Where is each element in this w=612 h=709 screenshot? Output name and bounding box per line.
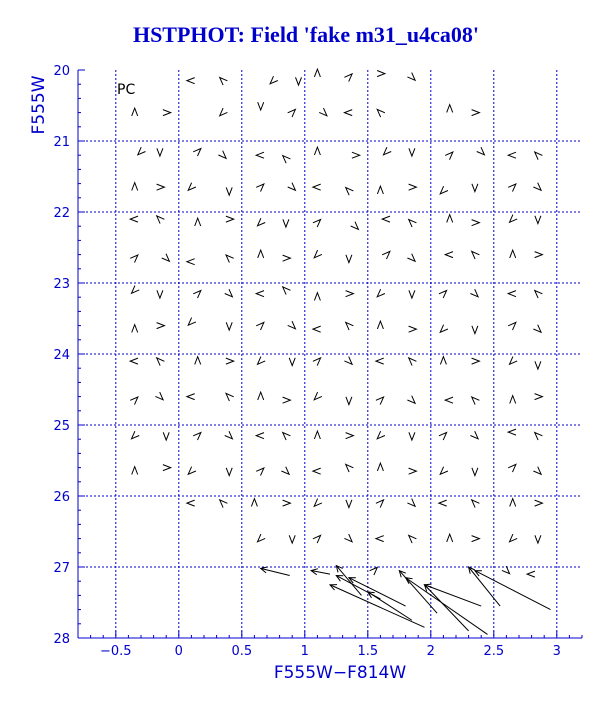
x-tick-label: 0: [174, 644, 183, 659]
data-point-marker: [226, 187, 232, 195]
data-point-marker: [535, 500, 543, 506]
data-point-marker: [283, 255, 291, 261]
data-point-marker: [377, 431, 385, 439]
data-point-marker: [376, 358, 384, 364]
data-point-marker: [508, 152, 516, 158]
data-point-marker: [220, 108, 228, 116]
data-point-marker: [346, 433, 354, 439]
data-point-marker: [283, 287, 291, 295]
y-tick-label: 24: [53, 348, 70, 363]
data-point-marker: [226, 393, 234, 401]
y-tick-label: 22: [53, 206, 70, 221]
data-point-marker: [477, 147, 485, 155]
data-point-marker: [384, 147, 392, 155]
data-point-marker: [508, 291, 516, 297]
data-point-marker: [409, 220, 417, 228]
data-point-marker: [535, 252, 543, 258]
data-point-marker: [447, 534, 453, 542]
data-point-marker: [256, 184, 264, 192]
data-point-marker: [258, 102, 264, 110]
data-point-marker: [510, 357, 518, 365]
data-point-marker: [313, 326, 321, 332]
y-axis-title: F555W: [29, 75, 49, 135]
data-point-marker: [344, 74, 352, 82]
data-point-marker: [314, 499, 322, 507]
data-point-marker: [218, 151, 226, 159]
data-point-marker: [313, 358, 321, 366]
x-tick-label: 1: [300, 644, 309, 659]
data-point-marker: [377, 109, 385, 117]
data-point-marker: [470, 289, 478, 297]
data-point-marker: [193, 433, 201, 441]
data-point-marker: [527, 571, 535, 577]
data-point-marker: [346, 500, 352, 508]
data-point-marker: [445, 152, 453, 160]
data-point-marker: [409, 326, 417, 332]
data-point-marker: [155, 392, 163, 400]
data-point-marker: [376, 536, 384, 542]
data-point-marker: [533, 467, 541, 475]
chart-title: HSTPHOT: Field 'fake m31_u4ca08': [132, 22, 480, 47]
data-point-marker: [409, 535, 417, 543]
offset-arrow-line: [475, 571, 551, 610]
x-tick-label: 2: [426, 644, 435, 659]
data-point-marker: [313, 184, 321, 190]
data-point-marker: [283, 500, 291, 506]
data-point-marker: [535, 216, 541, 224]
data-point-marker: [344, 110, 352, 116]
data-point-marker: [510, 250, 516, 258]
offset-arrow-line: [469, 567, 501, 606]
data-point-marker: [251, 499, 257, 507]
data-point-marker: [188, 183, 196, 191]
data-point-marker: [157, 184, 165, 190]
data-point-marker: [472, 468, 478, 476]
data-point-marker: [187, 394, 195, 400]
data-point-marker: [409, 290, 415, 298]
data-point-marker: [346, 464, 354, 472]
data-point-marker: [407, 254, 415, 262]
data-point-marker: [138, 147, 146, 155]
data-point-marker: [283, 397, 291, 403]
data-point-marker: [508, 464, 516, 472]
data-point-marker: [472, 326, 478, 334]
data-point-marker: [472, 500, 480, 508]
marks-layer: [130, 69, 550, 634]
data-point-marker: [288, 109, 296, 117]
data-point-marker: [535, 152, 543, 160]
data-point-marker: [439, 291, 447, 299]
x-tick-label: 1.5: [357, 644, 379, 659]
data-point-marker: [470, 431, 478, 439]
data-point-marker: [132, 108, 138, 116]
data-point-marker: [187, 78, 195, 84]
data-point-marker: [130, 216, 138, 222]
data-point-marker: [163, 465, 171, 471]
data-point-marker: [439, 433, 447, 441]
data-point-marker: [314, 431, 320, 439]
data-point-marker: [132, 431, 140, 439]
data-point-marker: [313, 468, 321, 474]
data-point-marker: [472, 251, 480, 259]
data-point-marker: [256, 152, 264, 158]
data-point-marker: [157, 148, 163, 156]
y-tick-label: 28: [53, 632, 70, 647]
data-point-marker: [510, 215, 518, 223]
data-point-marker: [163, 432, 169, 440]
data-point-marker: [346, 397, 352, 405]
data-point-marker: [283, 219, 289, 227]
data-point-marker: [510, 396, 516, 404]
data-point-marker: [130, 255, 138, 263]
data-point-marker: [535, 433, 543, 441]
data-point-marker: [472, 110, 480, 116]
data-point-marker: [281, 467, 289, 475]
data-point-marker: [533, 325, 541, 333]
y-tick-label: 21: [53, 135, 70, 150]
data-point-marker: [225, 431, 233, 439]
data-point-marker: [510, 534, 518, 542]
data-point-marker: [407, 499, 415, 507]
data-point-marker: [288, 183, 296, 191]
data-point-marker: [258, 534, 266, 542]
data-point-marker: [283, 156, 291, 164]
data-point-marker: [314, 392, 322, 400]
data-point-marker: [187, 259, 195, 265]
data-point-marker: [258, 218, 266, 226]
y-tick-label: 23: [53, 277, 70, 292]
data-point-marker: [258, 392, 264, 400]
data-point-marker: [157, 290, 163, 298]
data-point-marker: [533, 183, 541, 191]
data-point-marker: [195, 357, 201, 365]
data-point-marker: [226, 468, 232, 476]
data-point-marker: [132, 183, 138, 191]
data-point-marker: [447, 215, 453, 223]
data-point-marker: [407, 396, 415, 404]
data-point-marker: [440, 325, 448, 333]
data-point-marker: [508, 429, 516, 435]
data-point-marker: [346, 291, 354, 297]
data-point-marker: [288, 321, 296, 329]
data-point-marker: [188, 467, 196, 475]
data-point-marker: [472, 536, 480, 542]
data-point-marker: [314, 293, 320, 301]
data-point-marker: [296, 77, 302, 85]
data-point-marker: [440, 467, 448, 475]
data-point-marker: [377, 71, 385, 77]
data-point-marker: [344, 534, 352, 542]
data-point-marker: [535, 361, 541, 369]
data-point-marker: [409, 358, 417, 366]
data-point-marker: [313, 220, 321, 228]
data-point-marker: [157, 216, 165, 224]
data-point-marker: [409, 432, 415, 440]
y-tick-label: 26: [53, 490, 70, 505]
data-point-marker: [377, 289, 385, 297]
y-tick-label: 20: [53, 64, 70, 79]
data-point-marker: [130, 358, 138, 364]
offset-arrow-line: [330, 585, 425, 628]
data-point-marker: [445, 397, 453, 403]
data-point-marker: [220, 78, 228, 86]
data-point-marker: [314, 147, 320, 155]
data-point-marker: [352, 152, 360, 158]
data-point-marker: [344, 357, 352, 365]
data-point-marker: [346, 255, 352, 263]
offset-arrow-line: [349, 578, 406, 606]
data-point-marker: [256, 322, 264, 330]
data-point-marker: [377, 186, 383, 194]
data-point-marker: [157, 323, 165, 329]
data-point-marker: [188, 318, 196, 326]
data-point-marker: [377, 321, 383, 329]
x-tick-label: 2.5: [483, 644, 505, 659]
data-point-marker: [314, 69, 320, 77]
data-point-marker: [346, 322, 354, 330]
data-point-marker: [370, 567, 378, 575]
x-tick-label: −0.5: [100, 644, 132, 659]
data-point-marker: [439, 500, 447, 506]
data-point-marker: [132, 467, 138, 475]
x-tick-label: 3: [552, 644, 561, 659]
offset-arrow-line: [406, 578, 488, 635]
data-point-marker: [440, 357, 446, 365]
data-point-marker: [226, 255, 234, 263]
panel-label: PC: [117, 82, 136, 98]
data-point-marker: [472, 397, 480, 405]
data-point-marker: [409, 184, 417, 190]
y-tick-label: 25: [53, 419, 70, 434]
data-point-marker: [225, 289, 233, 297]
data-point-marker: [376, 500, 384, 508]
data-point-marker: [351, 222, 359, 230]
data-point-marker: [535, 535, 541, 543]
data-point-marker: [377, 463, 383, 471]
data-point-marker: [407, 73, 415, 81]
data-point-marker: [226, 322, 232, 330]
data-point-marker: [195, 218, 201, 226]
data-point-marker: [283, 433, 291, 441]
data-point-marker: [270, 76, 278, 84]
data-point-marker: [157, 358, 165, 366]
data-point-marker: [409, 148, 415, 156]
x-tick-label: 0.5: [231, 644, 253, 659]
x-axis-title: F555W−F814W: [273, 663, 407, 683]
data-point-marker: [226, 216, 234, 222]
data-point-marker: [162, 254, 170, 262]
data-point-marker: [440, 186, 448, 194]
data-point-marker: [130, 397, 138, 405]
data-point-marker: [445, 252, 453, 258]
data-point-marker: [187, 500, 195, 506]
data-point-marker: [535, 394, 543, 400]
data-point-marker: [508, 184, 516, 192]
axes-layer: [53, 64, 582, 659]
data-point-marker: [163, 110, 171, 116]
data-point-marker: [472, 220, 480, 226]
data-point-marker: [535, 291, 543, 299]
data-point-marker: [193, 149, 201, 157]
data-point-marker: [409, 468, 417, 474]
grid-layer: [78, 70, 582, 638]
data-point-marker: [346, 188, 354, 196]
data-point-marker: [132, 325, 138, 333]
data-point-marker: [376, 397, 384, 405]
data-point-marker: [258, 250, 264, 258]
data-point-marker: [382, 216, 390, 222]
data-point-marker: [256, 468, 264, 476]
data-point-marker: [132, 286, 140, 294]
data-point-marker: [510, 499, 516, 507]
data-point-marker: [382, 251, 390, 259]
data-point-marker: [289, 358, 295, 366]
data-point-marker: [447, 105, 453, 113]
data-point-marker: [319, 108, 327, 116]
data-point-marker: [258, 357, 266, 365]
data-point-marker: [314, 250, 322, 258]
data-point-marker: [256, 291, 264, 297]
data-point-marker: [220, 500, 228, 508]
data-point-marker: [226, 358, 234, 364]
data-point-marker: [508, 322, 516, 330]
data-point-marker: [289, 535, 295, 543]
data-point-marker: [472, 184, 478, 192]
y-tick-label: 27: [53, 561, 70, 576]
data-point-marker: [193, 291, 201, 299]
data-point-marker: [313, 535, 321, 543]
offset-arrow-line: [425, 585, 482, 606]
data-point-marker: [256, 433, 264, 439]
data-point-marker: [472, 358, 480, 364]
